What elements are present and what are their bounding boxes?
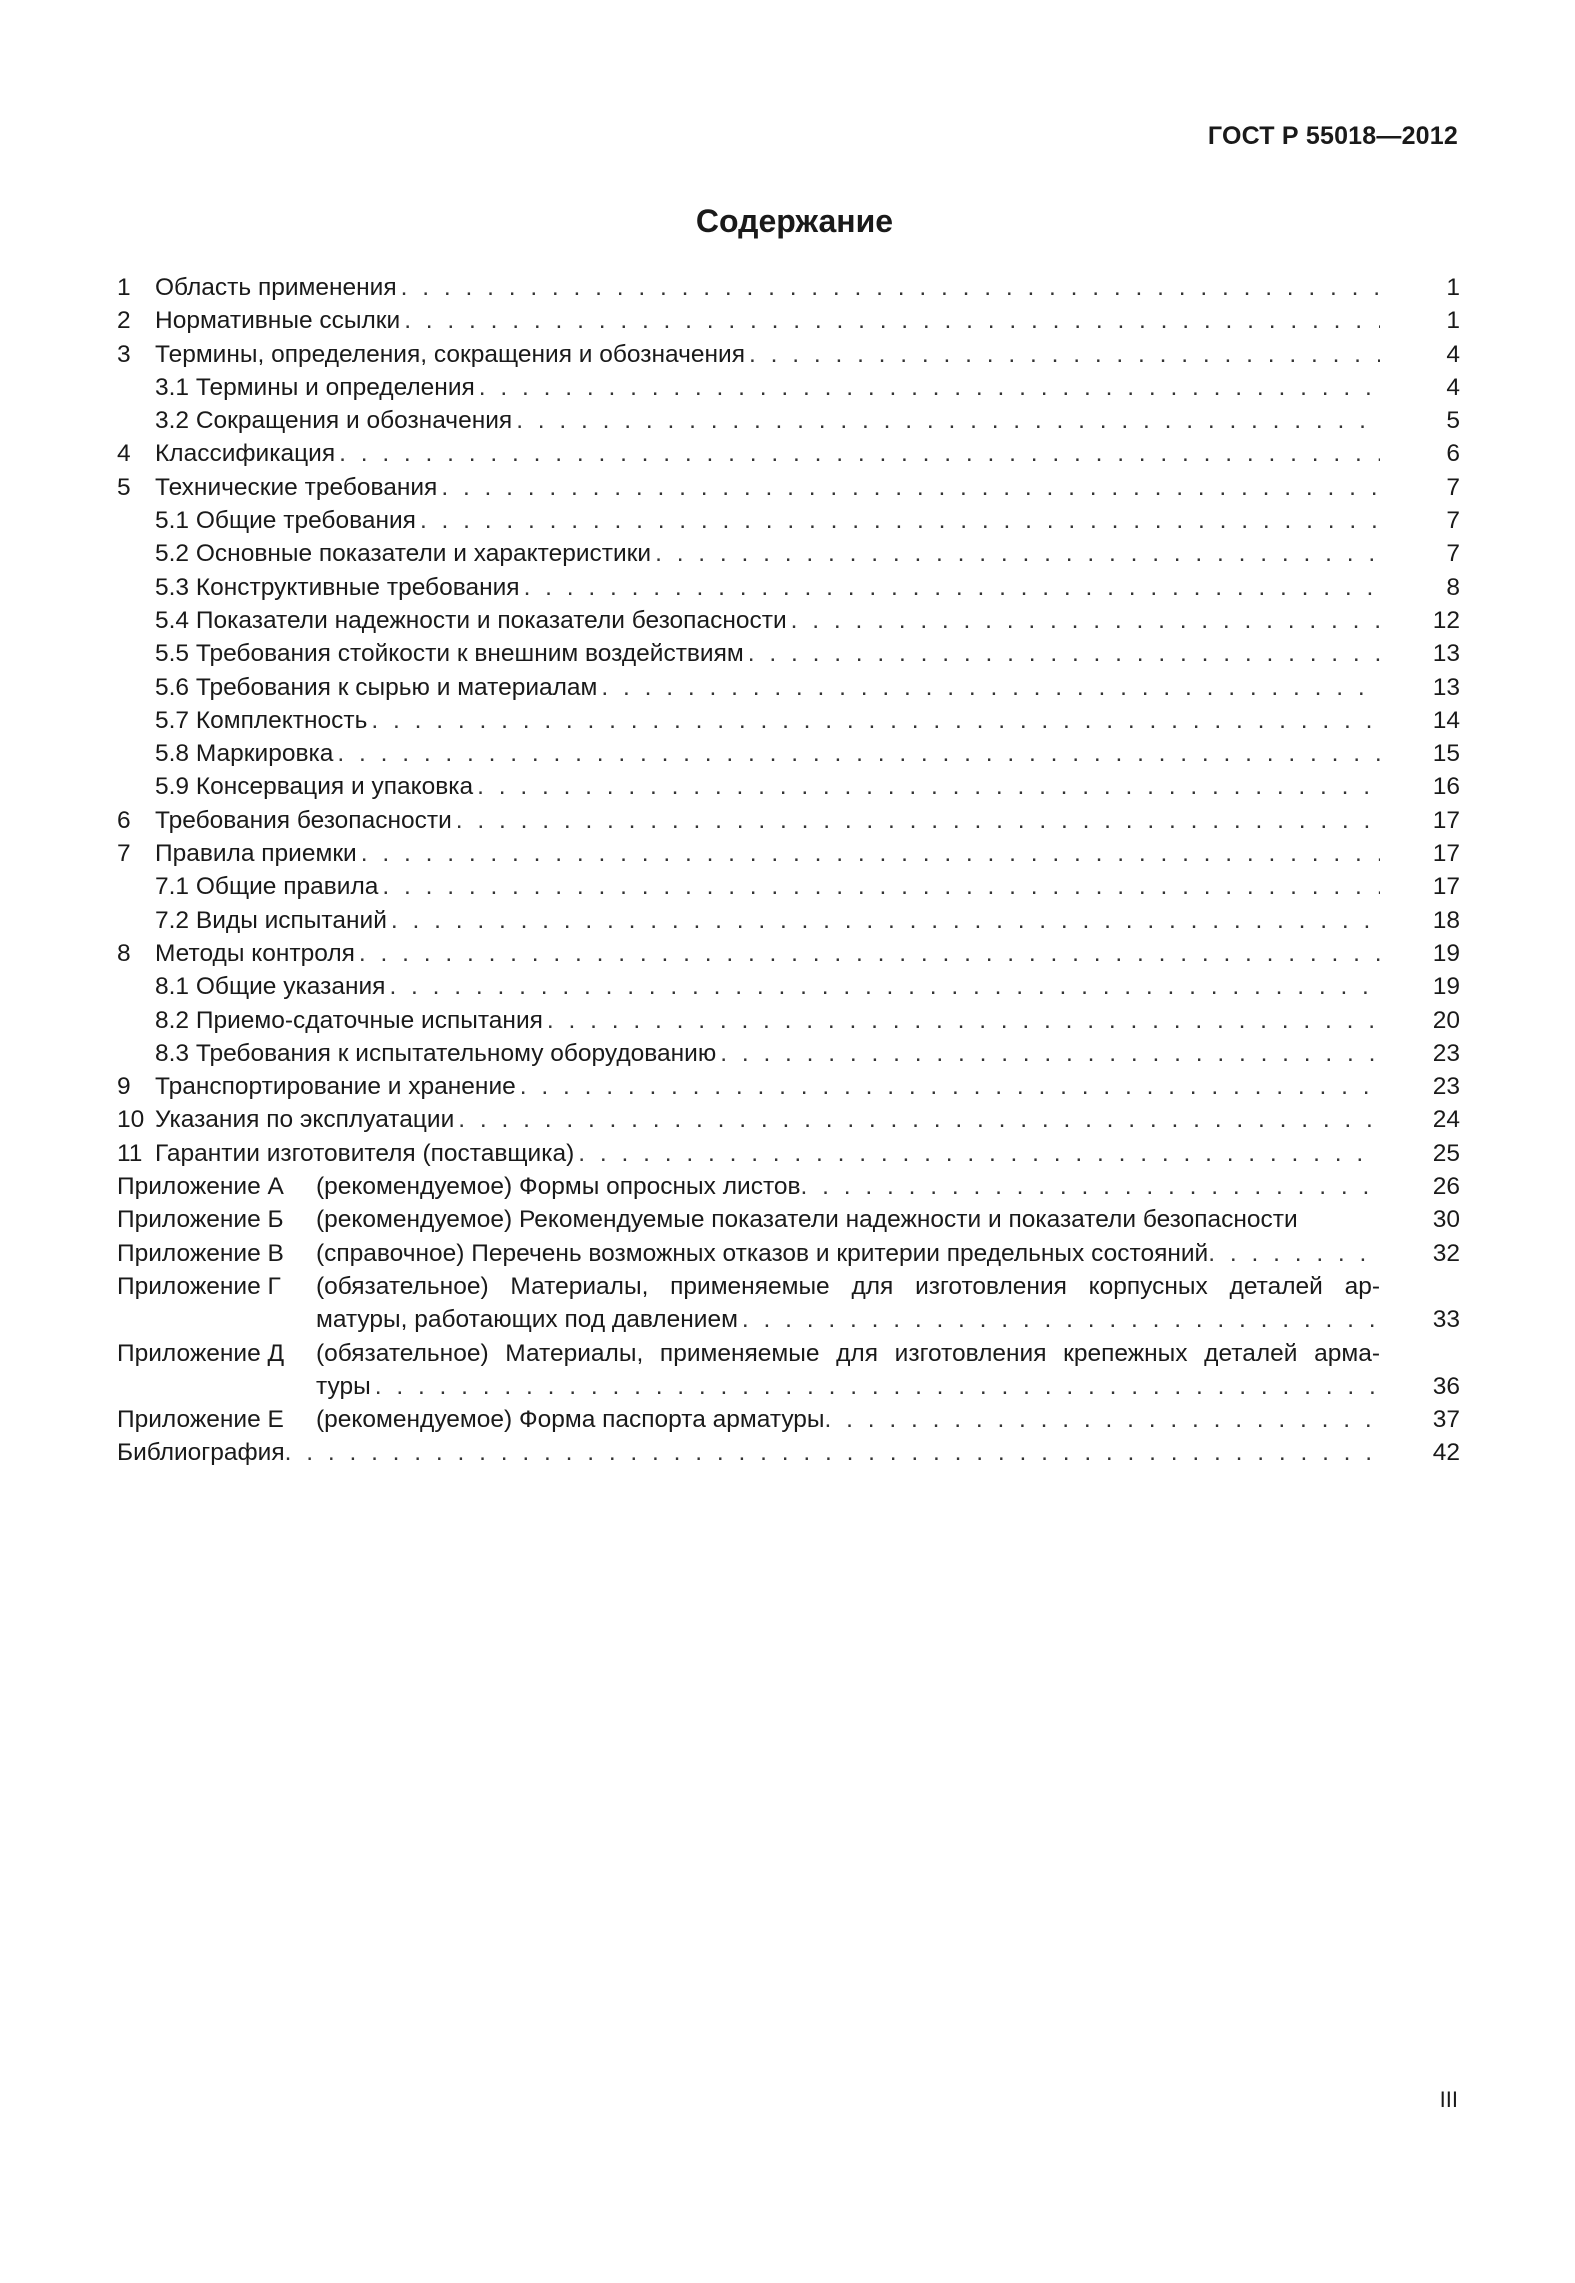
toc-entry-number: 8 [117, 939, 131, 967]
dot-leader [391, 904, 1380, 937]
toc-entry[interactable] [117, 471, 1460, 504]
toc-entry-label: Термины, определения, сокращения и обозначения [155, 340, 745, 368]
dot-leader [359, 937, 1380, 970]
dot-leader [742, 1303, 1380, 1336]
toc-entry-label: 8.1 Общие указания [155, 973, 386, 1001]
toc-entry[interactable] [117, 437, 1460, 470]
dot-leader [456, 804, 1380, 837]
toc-entry[interactable] [117, 1137, 1460, 1170]
toc-entry-page: 23 [1432, 1039, 1460, 1067]
toc-entry-page: 25 [1432, 1139, 1460, 1167]
dot-leader [655, 537, 1380, 570]
toc-entry-label: 8.2 Приемо-сдаточные испытания [155, 1006, 543, 1034]
appendix-name: Приложение Г [117, 1272, 281, 1300]
bibliography-label: Библиография [117, 1439, 285, 1467]
toc-entry-number: 6 [117, 806, 131, 834]
toc-subentry[interactable] [117, 604, 1460, 637]
toc-entry-label: Правила приемки [155, 840, 357, 868]
toc-entry[interactable] [117, 937, 1460, 970]
toc-entry-label: Методы контроля [155, 939, 355, 967]
appendix-label-continued: матуры, работающих под давлением [316, 1306, 738, 1334]
toc-entry-number: 7 [117, 840, 131, 868]
table-of-contents [117, 271, 1460, 1470]
toc-subentry[interactable] [117, 904, 1460, 937]
dot-leader [749, 338, 1380, 371]
appendix-label: (рекомендуемое) Рекомендуемые показатели надежности и показатели безопасности [316, 1206, 1298, 1234]
toc-entry-page: 18 [1432, 906, 1460, 934]
dot-leader [420, 504, 1380, 537]
appendix-name: Приложение Б [117, 1206, 284, 1234]
toc-entry[interactable] [117, 338, 1460, 371]
toc-subentry[interactable] [117, 371, 1460, 404]
dot-leader [520, 1070, 1380, 1103]
toc-entry-page: 17 [1432, 873, 1460, 901]
toc-entry-page: 13 [1432, 640, 1460, 668]
dot-leader [371, 704, 1380, 737]
dot-leader [382, 870, 1380, 903]
toc-entry-label: 3.2 Сокращения и обозначения [155, 407, 513, 435]
dot-leader [285, 1436, 1380, 1469]
toc-entry[interactable] [117, 837, 1460, 870]
toc-entry-label: 5.9 Консервация и упаковка [155, 773, 474, 801]
appendix-page: 37 [1432, 1406, 1460, 1434]
appendix-entry-g-continued[interactable] [117, 1303, 1460, 1336]
dot-leader [361, 837, 1380, 870]
appendix-label-continued: туры [316, 1372, 371, 1400]
toc-entry-page: 7 [1446, 540, 1460, 568]
toc-entry-page: 7 [1446, 473, 1460, 501]
toc-entry-page: 4 [1446, 373, 1460, 401]
dot-leader [401, 271, 1380, 304]
toc-subentry[interactable] [117, 404, 1460, 437]
appendix-entry-g[interactable] [117, 1270, 1460, 1303]
toc-subentry[interactable] [117, 571, 1460, 604]
dot-leader [1208, 1237, 1380, 1270]
toc-subentry[interactable] [117, 737, 1460, 770]
toc-entry-page: 1 [1446, 274, 1460, 301]
toc-entry-label: 5.1 Общие требования [155, 507, 416, 535]
toc-entry-label: 5.8 Маркировка [155, 740, 334, 768]
toc-entry-label: 7.1 Общие правила [155, 873, 379, 901]
dot-leader [801, 1170, 1380, 1203]
appendix-label: (обязательное) Материалы, применяемые для изготовления крепежных деталей арма- [316, 1339, 1380, 1367]
toc-entry-number: 3 [117, 340, 131, 368]
appendix-page: 36 [1432, 1372, 1460, 1400]
toc-entry-page: 16 [1432, 773, 1460, 801]
appendix-name: Приложение В [117, 1239, 284, 1267]
toc-subentry[interactable] [117, 637, 1460, 670]
toc-entry-page: 19 [1432, 939, 1460, 967]
appendix-name: Приложение Е [117, 1406, 284, 1434]
toc-entry-label: Нормативные ссылки [155, 307, 401, 335]
dot-leader [825, 1403, 1380, 1436]
toc-entry-label: Транспортирование и хранение [155, 1073, 516, 1101]
dot-leader [477, 770, 1380, 803]
toc-entry-page: 15 [1432, 740, 1460, 768]
toc-entry-label: Требования безопасности [155, 806, 452, 834]
page-title: Содержание [695, 203, 894, 239]
appendix-label: (рекомендуемое) Формы опросных листов [316, 1173, 801, 1201]
toc-entry-page: 7 [1446, 507, 1460, 535]
toc-entry-label: 5.5 Требования стойкости к внешним воздействиям [155, 640, 744, 668]
toc-entry-label: Гарантии изготовителя (поставщика) [155, 1139, 575, 1167]
appendix-page: 30 [1432, 1206, 1460, 1234]
appendix-entry-e[interactable] [117, 1403, 1460, 1436]
toc-entry-page: 4 [1446, 340, 1460, 368]
appendix-label: (справочное) Перечень возможных отказов и критерии предельных состояний [316, 1239, 1209, 1267]
toc-entry-label: 8.3 Требования к испытательному оборудованию [155, 1039, 717, 1067]
standard-code: ГОСТ Р 55018—2012 [1207, 122, 1458, 150]
toc-entry-page: 1 [1446, 307, 1460, 335]
toc-entry-label: 3.1 Термины и определения [155, 373, 475, 401]
toc-entry-label: Область применения [155, 274, 397, 301]
toc-subentry[interactable] [117, 1037, 1460, 1070]
toc-entry-label: 5.3 Конструктивные требования [155, 573, 520, 601]
toc-entry[interactable] [117, 304, 1460, 337]
toc-entry-number: 4 [117, 440, 131, 468]
appendix-page: 26 [1432, 1173, 1460, 1201]
dot-leader [791, 604, 1380, 637]
page-number: III [1439, 2087, 1458, 2112]
toc-entry-label: Указания по эксплуатации [155, 1106, 455, 1134]
toc-entry-page: 5 [1446, 407, 1460, 435]
toc-entry-number: 10 [117, 1106, 145, 1134]
toc-entry-page: 6 [1446, 440, 1460, 468]
toc-subentry[interactable] [117, 704, 1460, 737]
toc-subentry[interactable] [117, 970, 1460, 1003]
toc-entry[interactable] [117, 1070, 1460, 1103]
toc-entry-page: 19 [1432, 973, 1460, 1001]
dot-leader [516, 404, 1380, 437]
toc-entry-number: 1 [117, 274, 131, 301]
dot-leader [479, 371, 1380, 404]
toc-entry-page: 24 [1432, 1106, 1460, 1134]
toc-subentry[interactable] [117, 537, 1460, 570]
appendix-page: 33 [1432, 1306, 1460, 1334]
appendix-page: 32 [1432, 1239, 1460, 1267]
appendix-entry-d[interactable] [117, 1337, 1460, 1370]
toc-entry-page: 23 [1432, 1073, 1460, 1101]
appendix-label: (обязательное) Материалы, применяемые для изготовления корпусных деталей ар- [316, 1272, 1380, 1300]
toc-entry[interactable] [117, 804, 1460, 837]
dot-leader [389, 970, 1380, 1003]
toc-entry-number: 2 [117, 307, 131, 335]
toc-entry-page: 17 [1432, 806, 1460, 834]
dot-leader [375, 1370, 1380, 1403]
toc-entry-page: 14 [1432, 706, 1460, 734]
dot-leader [601, 671, 1380, 704]
dot-leader [441, 471, 1380, 504]
toc-entry-page: 12 [1432, 606, 1460, 634]
dot-leader [748, 637, 1380, 670]
appendix-entry-a[interactable] [117, 1170, 1460, 1203]
toc-subentry[interactable] [117, 870, 1460, 903]
toc-subentry[interactable] [117, 504, 1460, 537]
dot-leader [339, 437, 1380, 470]
bibliography-entry[interactable] [117, 1436, 1460, 1469]
dot-leader [578, 1137, 1380, 1170]
toc-entry-page: 20 [1432, 1006, 1460, 1034]
toc-entry-page: 8 [1446, 573, 1460, 601]
toc-entry[interactable] [117, 1103, 1460, 1136]
dot-leader [524, 571, 1380, 604]
dot-leader [720, 1037, 1380, 1070]
toc-entry-label: Технические требования [155, 473, 438, 501]
toc-entry-label: 5.6 Требования к сырью и материалам [155, 673, 598, 701]
toc-entry-label: 7.2 Виды испытаний [155, 906, 387, 934]
toc-entry-number: 5 [117, 473, 131, 501]
bibliography-page: 42 [1432, 1439, 1460, 1467]
appendix-entry-b[interactable] [117, 1203, 1460, 1236]
toc-entry[interactable] [117, 271, 1460, 304]
appendix-entry-v[interactable] [117, 1237, 1460, 1270]
toc-entry-number: 11 [117, 1139, 143, 1167]
dot-leader [547, 1004, 1380, 1037]
toc-entry-label: 5.7 Комплектность [155, 706, 368, 734]
toc-entry-number: 9 [117, 1073, 131, 1101]
dot-leader [458, 1103, 1380, 1136]
toc-subentry[interactable] [117, 1004, 1460, 1037]
toc-entry-label: 5.2 Основные показатели и характеристики [155, 540, 652, 568]
appendix-name: Приложение А [117, 1173, 284, 1201]
dot-leader [337, 737, 1380, 770]
appendix-entry-d-continued[interactable] [117, 1370, 1460, 1403]
appendix-name: Приложение Д [117, 1339, 285, 1367]
dot-leader [404, 304, 1380, 337]
appendix-label: (рекомендуемое) Форма паспорта арматуры [316, 1406, 825, 1434]
toc-subentry[interactable] [117, 770, 1460, 803]
toc-entry-label: Классификация [155, 440, 336, 468]
toc-entry-label: 5.4 Показатели надежности и показатели безопасности [155, 606, 787, 634]
toc-entry-page: 13 [1432, 673, 1460, 701]
toc-entry-page: 17 [1432, 840, 1460, 868]
toc-subentry[interactable] [117, 671, 1460, 704]
